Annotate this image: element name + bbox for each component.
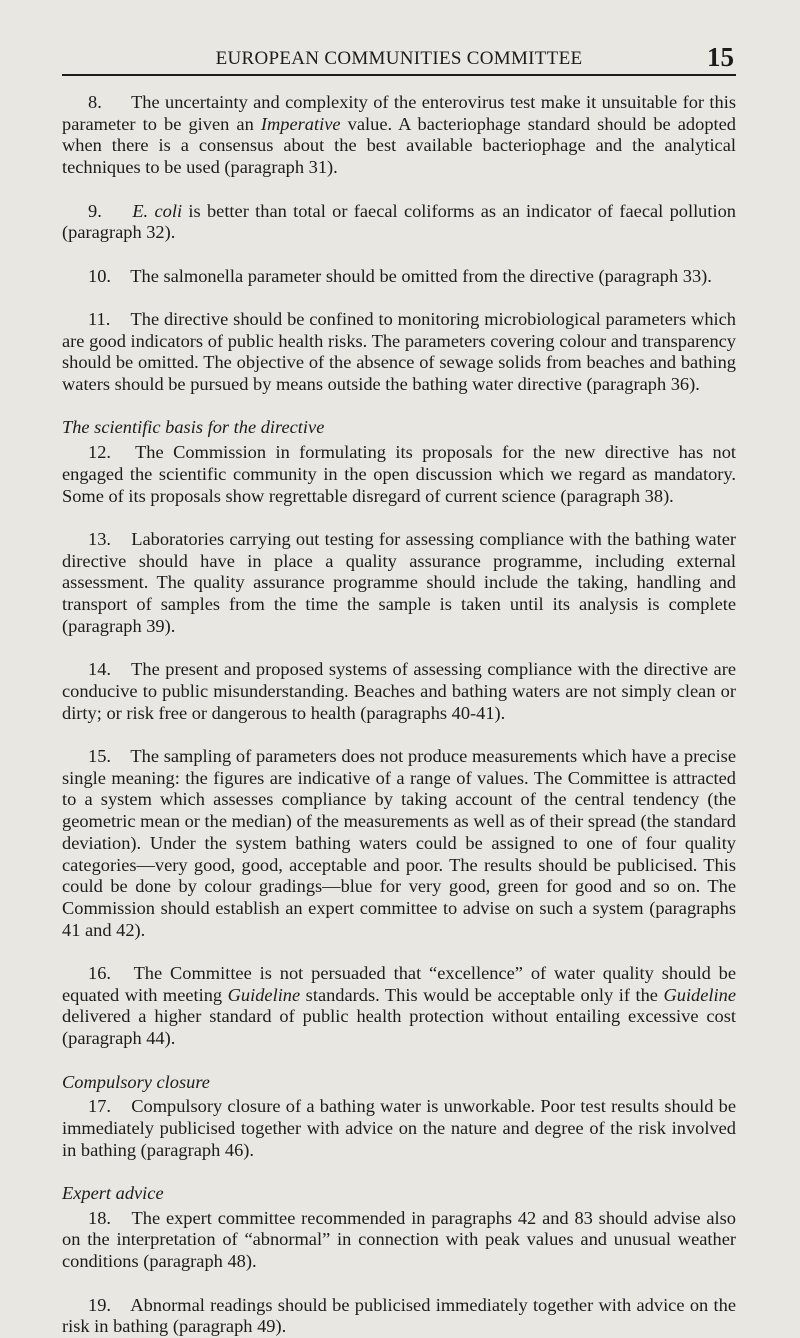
paragraph-text: is better than total or faecal coliforms as an indicator of faecal pollution (paragraph 32). <box>62 200 736 243</box>
paragraph-number: 18. <box>88 1207 111 1228</box>
paragraph-number: 9. <box>88 200 102 221</box>
section-heading-scientific-basis: The scientific basis for the directive <box>62 417 325 438</box>
paragraph-text: The expert committee recommended in paragraphs 42 and 83 should advise also on the interpretation of “abnormal” in connection with peak values and unusual weather conditions (paragraph 48). <box>62 1207 737 1272</box>
paragraph-text: standards. This would be acceptable only if the <box>300 984 664 1005</box>
page-number: 15 <box>707 42 734 72</box>
paragraph-text: The sampling of parameters does not produce measurements which have a precise single meaning: the figures are indicative of a range of values. The Committee is attracted to a system which assesses compliance by taking account of the central tendency (the geometric mean or the median) of the measurements as well as of their spread (the standard deviation). Under the system bathing waters could be assigned to one of four quality categories—very good, good, acceptable and poor. The results should be publicised. This could be done by colour gradings—blue for very good, green for good and so on. The Commission should establish an expert committee to advise on such a system (paragraphs 41 and 42). <box>62 745 736 940</box>
paragraph-number: 14. <box>88 659 111 680</box>
paragraph-9 <box>62 201 736 244</box>
paragraph-text: Abnormal readings should be publicised immediately together with advice on the risk in bathing (paragraph 49). <box>62 1294 736 1337</box>
paragraph-text: The directive should be confined to monitoring microbiological parameters which are good indicators of public health risks. The parameters covering colour and transparency should be omitted. The objective of the absence of sewage solids from beaches and bathing waters should be pursued by means outside the bathing water directive (paragraph 36). <box>62 308 737 395</box>
paragraph-text: The Commission in formulating its proposals for the new directive has not engaged the scientific community in the open discussion which we regard as mandatory. Some of its proposals show regrettable disregard of current science (paragraph 38). <box>62 442 736 506</box>
paragraph-text: The present and proposed systems of assessing compliance with the directive are conducive to public misunderstanding. Beaches and bathing waters are not simply clean or dirty; or risk free or dangerous to health (paragraphs 40-41). <box>62 659 737 723</box>
paragraph-text: The Committee is not persuaded that “excellence” of water quality should be equated with meeting <box>62 963 737 1005</box>
paragraph-19 <box>62 1295 736 1338</box>
paragraph-number: 12. <box>88 442 111 463</box>
emphasis-text: Guideline <box>227 984 301 1005</box>
paragraph-text: delivered a higher standard of public health protection without entailing excessive cost (paragraph 44). <box>62 1006 736 1049</box>
emphasis-text: E. coli <box>132 200 183 221</box>
paragraph-text: value. A bacteriophage standard should be adopted when there is a consensus about the best available bacteriophage and the analytical techniques to be used (paragraph 31). <box>62 113 736 178</box>
header-rule <box>62 74 736 76</box>
emphasis-text: Imperative <box>260 113 341 134</box>
paragraph-14 <box>62 659 736 724</box>
paragraph-16 <box>62 963 736 1050</box>
paragraph-text: The uncertainty and complexity of the enterovirus test make it unsuitable for this parameter to be given an <box>62 92 736 134</box>
paragraph-number: 16. <box>88 963 111 983</box>
paragraph-15 <box>62 746 736 941</box>
paragraph-number: 11. <box>88 308 111 329</box>
section-heading-compulsory-closure: Compulsory closure <box>62 1071 210 1092</box>
paragraph-text: The salmonella parameter should be omitted from the directive (paragraph 33). <box>130 265 712 286</box>
page-header <box>62 2 736 74</box>
paragraph-number: 15. <box>88 745 111 766</box>
document-body <box>62 92 736 1338</box>
section-heading-expert-advice: Expert advice <box>62 1183 164 1203</box>
running-title: EUROPEAN COMMUNITIES COMMITTEE <box>215 48 583 69</box>
paragraph-text: Compulsory closure of a bathing water is unworkable. Poor test results should be immediately publicised together with advice on the nature and degree of the risk involved in bathing (paragraph 46). <box>62 1096 736 1160</box>
paragraph-number: 13. <box>88 528 111 549</box>
paragraph-text: Laboratories carrying out testing for assessing compliance with the bathing water directive should have in place a quality assurance programme, including external assessment. The quality assurance programme should include the taking, handling and transport of samples from the time the sample is taken until its analysis is complete (paragraph 39). <box>62 528 736 636</box>
paragraph-10 <box>62 266 736 288</box>
paragraph-17 <box>62 1096 736 1161</box>
paragraph-13 <box>62 529 736 638</box>
paragraph-12 <box>62 442 736 507</box>
paragraph-11 <box>62 309 736 396</box>
paragraph-18 <box>62 1208 736 1273</box>
paragraph-number: 17. <box>88 1096 111 1117</box>
paragraph-number: 19. <box>88 1294 111 1315</box>
paragraph-number: 10. <box>88 265 111 286</box>
paragraph-8 <box>62 92 736 179</box>
emphasis-text: Guideline <box>663 984 736 1005</box>
paragraph-number: 8. <box>88 92 102 112</box>
